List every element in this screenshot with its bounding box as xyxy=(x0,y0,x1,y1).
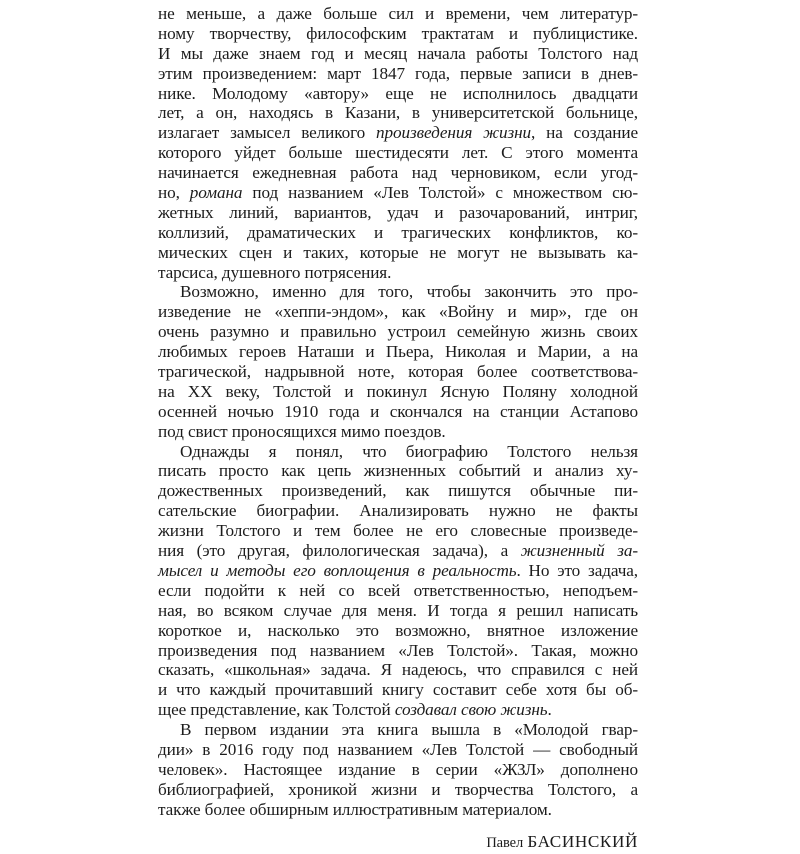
text-line xyxy=(158,680,638,700)
text-segment: если подойти к ней со всей ответственностью, неподъем- xyxy=(158,580,638,600)
text-segment: В первом издании эта книга вышла в «Молодой гвар- xyxy=(180,720,638,740)
text-line xyxy=(158,700,638,720)
text-line xyxy=(158,501,638,521)
text-line xyxy=(158,800,638,820)
text-segment: но, xyxy=(158,183,190,203)
text-line xyxy=(158,402,638,422)
text-line xyxy=(158,541,638,561)
text-line xyxy=(158,103,638,123)
text-segment: трагической, надрывной ноте, которая более соответствова- xyxy=(158,362,638,382)
text-segment: человек». Настоящее издание в серии «ЖЗЛ» дополнено xyxy=(158,759,638,779)
book-page xyxy=(158,4,638,854)
paragraph xyxy=(158,442,638,720)
text-line xyxy=(158,183,638,203)
text-segment: очень разумно и правильно устроил семейную жизнь своих xyxy=(158,322,638,342)
text-line xyxy=(158,561,638,581)
text-segment: мических сцен и таких, которые не могут не вызывать ка- xyxy=(158,242,638,262)
paragraph xyxy=(158,4,638,282)
text-line xyxy=(158,362,638,382)
text-segment: жизни Толстого и тем более не его словесные произведе- xyxy=(158,521,638,541)
text-segment: , на создание xyxy=(531,123,638,143)
italic-phrase: произведения жизни xyxy=(376,123,532,143)
signature-last-name: БАСИНСКИЙ xyxy=(527,831,638,851)
text-line xyxy=(158,243,638,263)
text-segment: под названием «Лев Толстой» с множеством сю- xyxy=(242,183,638,203)
italic-phrase: жизненный за- xyxy=(520,541,639,561)
text-segment: библиографией, хроникой жизни и творчества Толстого, а xyxy=(158,779,638,799)
text-line xyxy=(158,521,638,541)
text-line xyxy=(158,481,638,501)
text-segment: . xyxy=(547,700,552,720)
paragraph xyxy=(158,282,638,441)
text-line xyxy=(158,581,638,601)
text-line xyxy=(158,760,638,780)
text-line xyxy=(158,64,638,84)
text-segment: начинается ежедневная работа над черновиком, если угод- xyxy=(158,163,638,183)
text-segment: Возможно, именно для того, чтобы закончить это про- xyxy=(180,282,638,302)
text-segment: и что каждый прочитавший книгу составит себе хотя бы об- xyxy=(158,680,638,700)
text-segment: И мы даже знаем год и месяц начала работы Толстого над xyxy=(158,43,638,63)
text-segment: ния (это другая, филологическая задача), а xyxy=(158,541,521,561)
text-segment: на XX веку, Толстой и покинул Ясную Поляну холодной xyxy=(158,381,638,401)
author-signature xyxy=(158,832,638,854)
text-segment: которого уйдет больше шестидесяти лет. С этого момента xyxy=(158,143,638,163)
text-segment: жетных линий, вариантов, удач и разочарований, интриг, xyxy=(158,202,638,222)
text-body xyxy=(158,4,638,820)
text-line xyxy=(158,641,638,661)
text-segment: коллизий, драматических и трагических конфликтов, ко- xyxy=(158,222,638,242)
text-segment: ная, во всяком случае для меня. И тогда я решил написать xyxy=(158,600,638,620)
text-segment: также более обширным иллюстративным материалом. xyxy=(158,799,552,819)
text-line xyxy=(158,302,638,322)
text-segment: Однажды я понял, что биографию Толстого нельзя xyxy=(180,441,638,461)
text-line xyxy=(158,621,638,641)
text-segment: короткое и, насколько это возможно, внятное изложение xyxy=(158,620,638,640)
text-segment: не меньше, а даже больше сил и времени, чем литератур- xyxy=(158,4,638,23)
text-segment: произведения под названием «Лев Толстой». Такая, можно xyxy=(158,640,638,660)
text-line xyxy=(158,660,638,680)
text-segment: тарсиса, душевного потрясения. xyxy=(158,262,392,282)
paragraph xyxy=(158,720,638,819)
text-line xyxy=(158,203,638,223)
text-line xyxy=(158,163,638,183)
text-segment: сательские биографии. Анализировать нужно не факты xyxy=(158,501,638,521)
text-segment: изведение не «хеппи-эндом», как «Войну и мир», где он xyxy=(158,302,638,322)
text-segment: ному творчеству, философским трактатам и публицистике. xyxy=(158,23,638,43)
text-line xyxy=(158,422,638,442)
text-line xyxy=(158,24,638,44)
text-segment: нике. Молодому «автору» еще не исполнилось двадцати xyxy=(158,83,638,103)
italic-phrase: мысел и методы его воплощения в реальность xyxy=(158,560,517,580)
text-line xyxy=(158,44,638,64)
text-segment: писать просто как цепь жизненных событий и анализ ху- xyxy=(158,461,638,481)
text-segment: осенней ночью 1910 года и скончался на станции Астапово xyxy=(158,401,638,421)
text-line xyxy=(158,322,638,342)
text-line xyxy=(158,720,638,740)
text-segment: этим произведением: март 1847 года, первые записи в днев- xyxy=(158,63,638,83)
text-segment: . Но это задача, xyxy=(516,560,638,580)
text-line xyxy=(158,342,638,362)
italic-phrase: создавал свою жизнь xyxy=(394,700,548,720)
italic-phrase: романа xyxy=(189,183,243,203)
text-line xyxy=(158,780,638,800)
signature-first-name: Павел xyxy=(486,834,524,851)
text-line xyxy=(158,601,638,621)
text-line xyxy=(158,740,638,760)
text-line xyxy=(158,282,638,302)
text-segment: любимых героев Наташи и Пьера, Николая и Марии, а на xyxy=(158,342,638,362)
text-segment: лет, а он, находясь в Казани, в университетской больнице, xyxy=(158,103,638,123)
text-line xyxy=(158,382,638,402)
text-segment: излагает замысел великого xyxy=(158,123,377,143)
text-line xyxy=(158,223,638,243)
text-segment: под свист проносящихся мимо поездов. xyxy=(158,421,446,441)
text-line xyxy=(158,442,638,462)
text-line xyxy=(158,263,638,283)
text-segment: дии» в 2016 году под названием «Лев Толстой — свободный xyxy=(158,739,638,759)
text-line xyxy=(158,461,638,481)
text-line xyxy=(158,4,638,24)
text-segment: дожественных произведений, как пишутся обычные пи- xyxy=(158,481,638,501)
text-segment: сказать, «школьная» задача. Я надеюсь, что справился с ней xyxy=(158,660,638,680)
text-line xyxy=(158,143,638,163)
text-line xyxy=(158,123,638,143)
text-segment: щее представление, как Толстой xyxy=(158,700,395,720)
text-line xyxy=(158,84,638,104)
